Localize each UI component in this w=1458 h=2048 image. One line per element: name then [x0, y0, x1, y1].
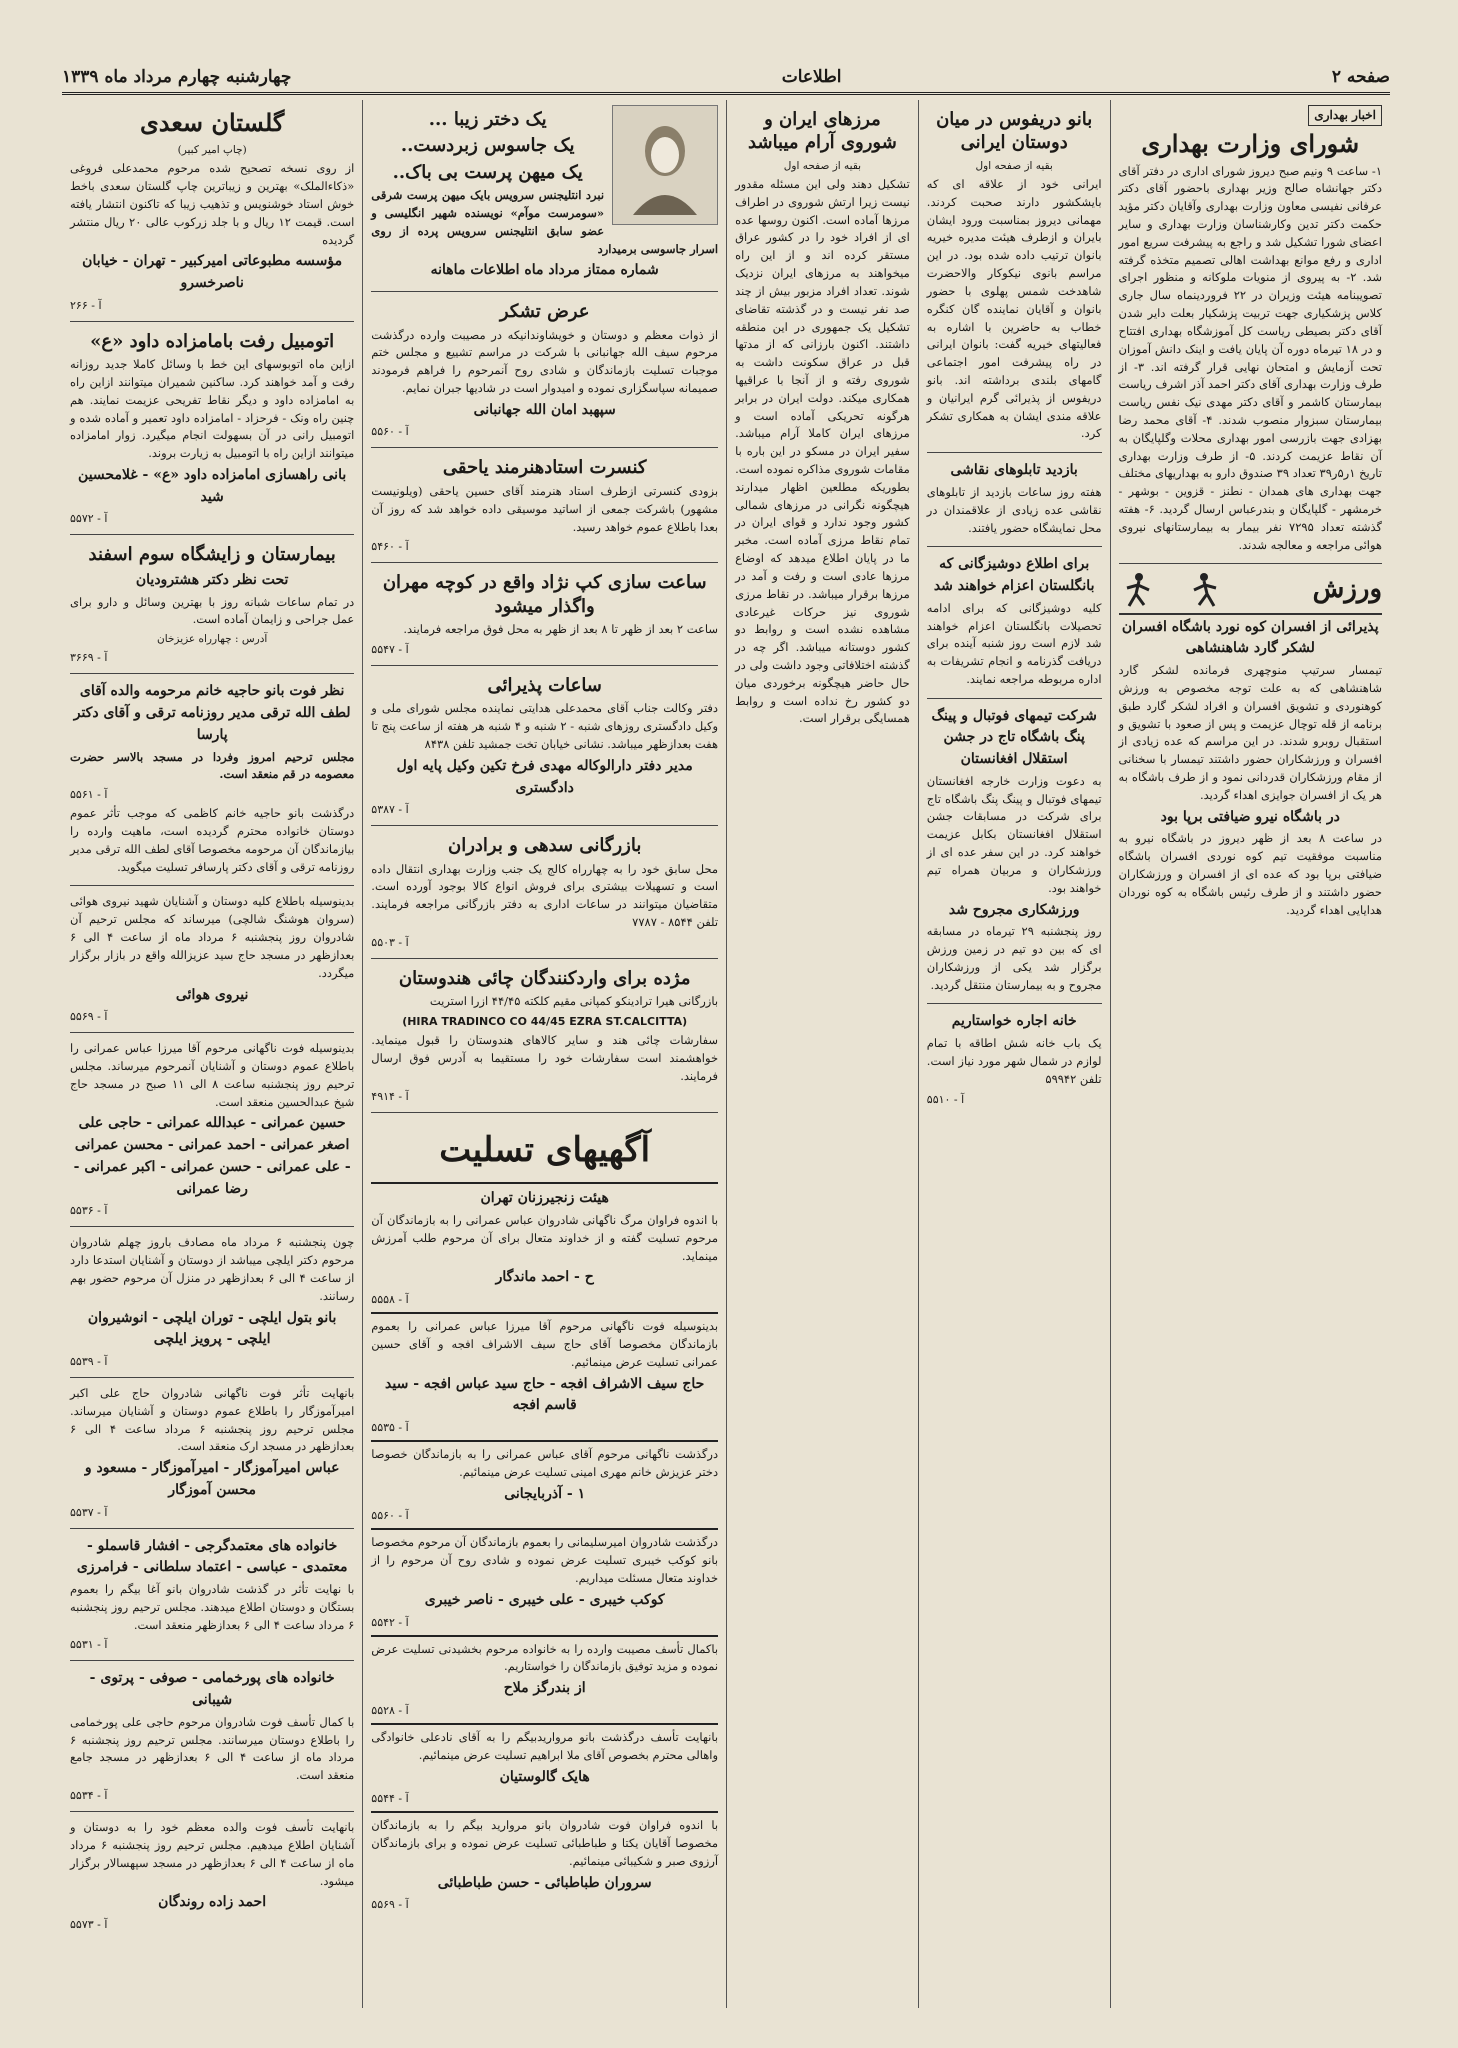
- n6-body: بانهایت تأثر فوت ناگهانی شادروان حاج علی اکبر امیرآموزگار را باطلاع عموم دوستان و آشنایان میرساند. مجلس ترحیم روز پنجشنبه ۶ مرداد ساعت ۴ الی ۶ بعدازظهر در مسجد ارک منعقد است.: [70, 1385, 355, 1454]
- c7-body: با اندوه فراوان فوت شادروان بانو مروارید بیگم را به بازماندگان مخصوصا آقایان یکتا و طباطبائی تسلیت عرض نموده و برای بازماندگان آرزوی صبر و شکیبائی مینمائیم.: [371, 1818, 719, 1868]
- sport-foot-body: در ساعت ۸ بعد از ظهر دیروز در باشگاه نیرو به مناسبت موفقیت تیم کوه نوردی افسران باشگاه ضیافتی برپا بود که عده ای از افسران و ورزشکاران حضور داشتند و از طرف رئیس باشگاه به کوه نوردان هدایایی اهداء گردید.: [1118, 831, 1382, 917]
- health-headline: شورای وزارت بهداری: [1141, 128, 1360, 158]
- golestan-body: از روی نسخه تصحیح شده مرحوم محمدعلی فروغی «ذکاءالملک» بهترین و زیباترین چاپ گلستان سعدی باخط خوش استاد خوشنویس و تذهیب زیبا که تاکنون انتشار یافته است. قیمت ۱۲ ریال و با جلد زرکوب عالی ۲۰ ریال منتشر گردیده: [70, 161, 355, 247]
- column-borders: [726, 100, 918, 2008]
- feature-footer: شماره ممتاز مرداد ماه اطلاعات ماهانه: [430, 262, 659, 279]
- health-kicker: اخبار بهداری: [1308, 105, 1382, 126]
- watch-title: ساعت سازی کپ نژاد واقع در کوچه مهران واگذار میشود: [382, 572, 707, 617]
- column-ads-center: [362, 100, 726, 2008]
- watch-ad: [371, 563, 718, 666]
- c4-body: درگذشت شادروان امیرسلیمانی را بعموم بازماندگان آن مرحوم مخصوصا بانو کوکب خیبری تسلیت عرض نموده و شادی روح آن مرحوم را از خداوند متعال مسئلت میداریم.: [371, 1535, 719, 1586]
- feature-headline-3: یک میهن پرست بی باک..: [392, 161, 583, 183]
- n3-body: بدینوسیله باطلاع کلیه دوستان و آشنایان شهید نیروی هوائی (سروان هوشنگ شالچی) میرساند که مجلس ترحیم آن شادروان روز پنجشنبه ۶ مرداد ماه از ساعت ۴ الی ۶ بعدازظهر در مسجد حاج سید عزیزالله واقع در بازار برگزار میگردد.: [70, 894, 355, 980]
- n7-title: خانواده های معتمدگرجی - افشار قاسملو - معتمدی - عباسی - اعتماد سلطانی - فرامرزی: [76, 1537, 348, 1576]
- columns: [62, 100, 1390, 2008]
- hospital-body: در تمام ساعات شبانه روز با بهترین وسائل و دارو برای عمل جراحی و زایمان آماده است.: [70, 594, 355, 627]
- c6-rule: [371, 1723, 718, 1725]
- concert-ad: [371, 448, 718, 563]
- concert-body: بزودی کنسرتی ازطرف استاد هنرمند آقای حسین یاحقی (ویلونیست مشهور) باشرکت جمعی از اساتید موسیقی داده خواهد شد که روز آن بعدا باطلاع عموم خواهد رسید.: [371, 483, 719, 534]
- bus-title: اتومبیل رفت بامامزاده داود «ع»: [90, 330, 335, 352]
- n8-code: آ - ۵۵۳۴: [70, 1789, 108, 1803]
- hospital-title: بیمارستان و زایشگاه سوم اسفند: [88, 544, 336, 566]
- tea-body-2: سفارشات چائی هند و سایر کالاهای هندوستان را قبول مینماید. خواهشمند است سفارشات خود را مستقیما به آدرس فوق ارسال فرمایند.: [371, 1033, 719, 1083]
- column-notices: [62, 100, 362, 2008]
- sport-body: تیمسار سرتیپ منوچهری فرمانده لشکر گارد شاهنشاهی که به علت توجه مخصوص به ورزش کوهنوردی و تشویق افسران و افراد لشکر گارد طبق برنامه از قله توچال عزیمت و پس از صعود با تشویق و استقبال روبرو شدند. در این مراسم که عده زیادی از افسران و ورزشکاران حضور داشتند تیمسار با سخنانی از مقام ورزشکاران قدردانی نمود و از طرف باشگاه به هر یک از افسران جوایزی اهداء گردید.: [1118, 663, 1382, 802]
- bazaar-body: محل سابق خود را به چهارراه کالج یک جنب وزارت بهداری انتقال داده است و تسهیلات بیشتری برای فروش انواع کالا بوجود آورده است. متقاضیان میتوانند در ساعات اداری به دفتر بازرگانی مراجعه فرمایند. تلفن ۸۵۴۴ - ۷۷۸۷: [371, 861, 719, 930]
- bus-code: آ - ۵۵۷۲: [70, 512, 108, 526]
- n3-code: آ - ۵۵۶۹: [70, 1010, 108, 1024]
- sport-title: ورزش: [1312, 574, 1382, 605]
- n2-body: درگذشت بانو حاجیه خانم کاظمی که موجب تأثر عموم دوستان خانواده محترم گردیده است، ماهیت وارده را بیازماندگان آن مرحومه مخصوصا آقای لطف الله ترقی مدیر روزنامه ترقی و آقای دکتر پارسافر تسلیت میگوید.: [70, 806, 355, 874]
- issue-date: چهارشنبه چهارم مرداد ماه ۱۳۳۹: [62, 67, 292, 87]
- thanks-code: آ - ۵۵۶۰: [371, 425, 409, 439]
- column-health-sport: [1110, 100, 1390, 2008]
- c7-rule: [371, 1811, 718, 1813]
- c2-code: آ - ۵۵۳۵: [371, 1421, 409, 1435]
- football-article: [927, 699, 1102, 1005]
- c4-code: آ - ۵۵۴۲: [371, 1615, 409, 1629]
- football-body: به دعوت وزارت خارجه افغانستان تیمهای فوتبال و پینگ پنگ باشگاه تاج برای شرکت در مسابقات جشن استقلال افغانستان بکابل عزیمت خواهند کرد. در این سفر عده ای از ورزشکاران و مربیان همراه تیم خواهند بود.: [926, 773, 1102, 895]
- c2-sign: حاج سیف الاشراف افجه - حاج سید عباس افجه - سید قاسم افجه: [385, 1375, 705, 1414]
- runners-icon: [1119, 570, 1229, 610]
- injured-title: ورزشکاری مجروح شد: [948, 901, 1080, 918]
- notice-7: [70, 1529, 354, 1662]
- tablo-title: بازدید تابلوهای نقاشی: [950, 462, 1078, 479]
- n5-sign: بانو بتول ایلچی - توران ایلچی - انوشیروان ایلچی - پرویز ایلچی: [87, 1309, 337, 1348]
- tea-body: بازرگانی هیرا ترادینکو کمپانی مقیم کلکته ۴۴/۴۵ ازرا استریت: [429, 994, 719, 1009]
- hospital-code: آ - ۳۶۶۹: [70, 651, 108, 665]
- reception-code: آ - ۵۳۸۷: [371, 803, 409, 817]
- watch-code: آ - ۵۵۴۷: [371, 642, 409, 656]
- sport-section: [1119, 564, 1382, 928]
- paper-name: اطلاعات: [781, 67, 842, 87]
- n9-sign: احمد زاده روندگان: [158, 1894, 267, 1911]
- tea-ad: [371, 959, 718, 1113]
- c5-sign: از بندرگز ملاح: [503, 1680, 586, 1697]
- notice-3: [70, 886, 354, 1033]
- tea-title: مژده برای واردکنندگان چائی هندوستان: [398, 967, 691, 989]
- borders-headline: مرزهای ایران و شوروی آرام میباشد: [748, 109, 897, 154]
- thanks-ad: [371, 292, 718, 448]
- condolence-section: [371, 1113, 718, 1921]
- hospital-ad: [70, 535, 354, 674]
- n6-code: آ - ۵۵۳۷: [70, 1505, 108, 1519]
- golestan-title: گلستان سعدی: [139, 108, 285, 137]
- football-title: شرکت تیمهای فوتبال و پینگ پنگ باشگاه تاج در جشن استقلال افغانستان: [931, 707, 1097, 768]
- sport-header: [1119, 569, 1382, 614]
- c6-code: آ - ۵۵۴۴: [371, 1792, 409, 1806]
- c3-sign: ۱ - آذربایجانی: [504, 1485, 586, 1502]
- n9-code: آ - ۵۵۷۳: [70, 1918, 108, 1932]
- reception-title: ساعات پذیرائی: [487, 675, 602, 696]
- bus-body: ازاین ماه اتوبوسهای این خط با وسائل کاملا جدید روزانه رفت و آمد خواهند کرد. ساکنین شمیران میتوانند ازاین راه به امامزاده داود و دیگر نقاط تفریحی عزیمت نمایند. هم چنین راه ونک - فرحزاد - امامزاده داود تعمیر و آماده شده و اتومبیل رانی در آن بسهولت انجام میگیرد. زوار امامزاده میتوانند ازاین راه با اتومبیل به زیارت بروند.: [70, 357, 355, 461]
- c1-code: آ - ۵۵۵۸: [371, 1293, 409, 1307]
- watch-body: ساعت ۲ بعد از ظهر تا ۸ بعد از ظهر به محل فوق مراجعه فرمایند.: [403, 622, 719, 637]
- tea-latin-address: (HIRA TRADINCO CO 44/45 EZRA ST.CALCITTA): [402, 1015, 688, 1029]
- n1-code: آ - ۵۵۶۱: [70, 788, 108, 802]
- tablo-body: هفته روز ساعات بازدید از تابلوهای نقاشی عده زیادی از علاقمندان در محل نمایشگاه حضور یافتند.: [926, 484, 1102, 535]
- c6-sign: هایک گالوستیان: [499, 1768, 590, 1785]
- bus-sign: بانی راهسازی امامزاده داود «ع» - غلامحسین شید: [78, 467, 347, 505]
- c4-sign: کوکب خیبری - علی خیبری - ناصر خیبری: [424, 1591, 665, 1608]
- column-dreyfus: [918, 100, 1110, 2008]
- tablo-article: [927, 453, 1102, 547]
- dreyfus-body: ایرانی خود از علاقه ای که بایشکشور دارند صحبت کردند. مهمانی دیروز بمناسبت ورود ایشان بایران و ازطرف هیئت مدیره خیریه بانوان ترتیب داده شده بود. در این مراسم بانوی نیکوکار والاحضرت شاهدخت شمس پهلوی با حضور بانوان و آقایان نماینده گان کنگره خطاب به حاضرین با اشاره به فعالیتهای خیریه گفت: بانوان ایرانی در راه پیشرفت امور اجتماعی گامهای بلندی برداشته اند. بانو دریفوس از پذیرائی گرم ایرانیان و علاقه مندی ایشان به همکاری تشکر کرد.: [926, 177, 1102, 441]
- condolence-rule: [371, 1182, 718, 1184]
- sport-subhead: پذیرائی از افسران کوه نورد باشگاه افسران لشکر گارد شاهنشاهی: [1121, 618, 1379, 657]
- travel-article: [927, 547, 1102, 698]
- c1-sign: ح - احمد ماندگار: [495, 1269, 594, 1286]
- feature-ad: [371, 100, 718, 292]
- n6-sign: عباس امیرآموزگار - امیرآموزگار - مسعود و محسن آموزگار: [84, 1460, 340, 1498]
- sport-foot-title: در باشگاه نیرو ضیافتی برپا بود: [1160, 808, 1340, 825]
- c6-body: بانهایت تأسف درگذشت بانو مرواریدبیگم را به آقای نادعلی خانوادگی واهالی محترم بخصوص آقای ملا ابراهیم تسلیت عرض مینمائیم.: [371, 1729, 719, 1762]
- hospital-sub: تحت نظر دکتر هشترودیان: [135, 571, 289, 588]
- condolence-title: آگهیهای تسلیت: [439, 1129, 651, 1170]
- c5-code: آ - ۵۵۲۸: [371, 1703, 409, 1717]
- health-news: [1119, 100, 1382, 564]
- n4-code: آ - ۵۵۳۶: [70, 1204, 108, 1218]
- c7-code: آ - ۵۵۶۹: [371, 1898, 409, 1912]
- woman-portrait-icon: [612, 105, 718, 225]
- borders-continued: بقیه از صفحه اول: [783, 159, 862, 172]
- golestan-sub: (چاپ امیر کبیر): [177, 144, 247, 156]
- feature-body: نبرد انتلیجنس سرویس بایک میهن پرست شرقی «سومرست موآم» نویسنده شهیر انگلیسی و عضو سابق انتلیجنس سرویس پرده از روی اسرار جاسوسی برمیدارد: [371, 188, 719, 256]
- dreyfus-headline: بانو دریفوس در میان دوستان ایرانی: [936, 109, 1093, 154]
- travel-body: کلیه دوشیزگانی که برای ادامه تحصیلات بانگلستان اعزام خواهند شد لازم است روز شنبه آینده برای دریافت گذرنامه و انجام تشریفات به اداره مربوطه مراجعه نمایند.: [926, 600, 1102, 686]
- n9-body: بانهایت تأسف فوت والده معظم خود را به دوستان و آشنایان اطلاع میدهیم. مجلس ترحیم روز پنجشنبه ۶ مرداد ماه از ساعت ۴ الی ۶ بعدازظهر در مسجد سپهسالار برگزار میشود.: [70, 1820, 355, 1888]
- thanks-sign: سپهبد امان الله جهانبانی: [473, 401, 616, 418]
- c3-body: درگذشت ناگهانی مرحوم آقای عباس عمرانی را به بازماندگان خصوصا دختر عزیزش خانم مهری امینی تسلیت عرض مینمائیم.: [371, 1447, 719, 1479]
- reception-body: دفتر وکالت جناب آقای محمدعلی هدایتی نماینده مجلس شورای ملی و وکیل دادگستری روزهای شنبه - ۲ شنبه و ۴ شنبه هر هفته از ساعت پنج تا هفت بعدازظهر میباشد. نشانی خیابان تخت جمشید تلفن ۸۴۳۸: [371, 701, 719, 752]
- travel-title: برای اطلاع دوشیزگانی که بانگلستان اعزام خواهند شد: [933, 556, 1095, 595]
- borders-article: [735, 100, 910, 737]
- thanks-body: از ذوات معظم و دوستان و خویشاوندانیکه در مصیبت وارده درگذشت مرحوم سیف الله جهانبانی با شرکت در مراسم تشییع و مجلس ختم موجبات تسلیت بازماندگان و شادی روح آنمرحوم را فراهم فرمودند صمیمانه سپاسگزاری نموده و امیدوار است در شادیها جبران نمایم.: [371, 327, 719, 395]
- notice-9: [70, 1812, 354, 1940]
- c7-sign: سروران طباطبائی - حسن طباطبائی: [437, 1874, 652, 1891]
- reception-sign: مدیر دفتر دارالوکاله مهدی فرخ تکین وکیل پایه اول دادگستری: [396, 757, 693, 796]
- n8-body: با کمال تأسف فوت شادروان مرحوم حاجی علی پورخمامی را باطلاع دوستان میرسانند. مجلس ترحیم روز پنجشنبه ۶ مرداد ماه از ساعت ۴ الی ۶ بعدازظهر در مسجد جامع منعقد است.: [70, 1714, 355, 1783]
- golestan-code: آ - ۲۶۶: [70, 298, 102, 312]
- n5-body: چون پنجشنبه ۶ مرداد ماه مصادف باروز چهلم شادروان مرحوم دکتر ایلچی میباشد از دوستان و آشنایان استدعا دارد از ساعت ۴ الی ۶ بعدازظهر در منزل آن مرحوم حضور بهم رسانند.: [70, 1235, 355, 1303]
- c3-rule: [371, 1440, 718, 1442]
- bus-ad: [70, 322, 354, 536]
- feature-headline-2: یک جاسوس زبردست..: [400, 135, 575, 157]
- c1-body: با اندوه فراوان مرگ ناگهانی شادروان عباس عمرانی را به بازماندگان آن مرحوم تسلیت گفته و از خداوند متعال برای آن مرحوم طلب آمرزش مینماید.: [371, 1213, 719, 1263]
- c4-rule: [371, 1528, 718, 1530]
- health-body: ۱- ساعت ۹ ونیم صبح دیروز شورای اداری در دفتر آقای دکتر جهانشاه صالح وزیر بهداری باحضور آقای دکتر عرفانی نفیسی معاون وزارت بهداری وآقایان دکتر مؤید حکمت دکتر تدین وکارشناسان وزارت بهداری و سایر اعضای شورا تشکیل شد و راجع به پیشرفت سریع امور اداری و رفع موانع بهداشت اهالی تصمیم متخذه گرفته شد. ۲- به پیروی از منویات ملوکانه و منظور اجرای تصویبنامه هیئت وزیران در ۲۲ فروردینماه سال جاری کلاس پزشکیاری جهت تربیت پزشکیار بعلت دایر شدن آقای دکتر بصیطی ریاست کل آموزشگاه بهداری افتتاح و در ۱۸ تیرماه دوره آن پایان یافت و اینک دانش آموزان تحت آزمایش و امتحان نهایی قرار گرفته اند. ۳- از طرف وزارت بهداری آقای دکتر احمد آذر اشرف ریاست بیمارستان کاشمر و آقای دکتر مهدی نیک نفس ریاست بیمارستان سبزوار منصوب شدند. ۴- آقای محمد رضا بهزادی جهت بازرسی امور بهداری محلات وگلپایگان به آن نقاط عزیمت کردند. ۵- از طرف وزارت بهداری تاریخ ۱ر۵ر۳۹ تعداد ۳۹ صندوق دارو به بهداریهای مختلف جهت بهداری های همدان - نطنز - قزوین - بوشهر - خرمشهر - گلپایگان و بندرعباس ارسال گردید. ۶- هفته گذشته تعداد ۷۲۹۵ نفر بیمار به بیمارستانهای نیروی هوائی مراجعه و معالجه شدند.: [1118, 163, 1383, 552]
- c5-rule: [371, 1635, 718, 1637]
- golestan-ad: [70, 100, 354, 322]
- concert-title: کنسرت استادهنرمند یاحقی: [442, 457, 647, 479]
- c3-code: آ - ۵۵۶۰: [371, 1509, 409, 1523]
- rent-body: یک باب خانه شش اطاقه با تمام لوازم در شمال شهر مورد نیاز است. تلفن ۵۹۹۴۲: [926, 1036, 1102, 1086]
- n1-body: مجلس ترحیم امروز وفردا در مسجد بالاسر حضرت معصومه در قم منعقد است.: [70, 749, 355, 782]
- n4-sign: حسین عمرانی - عبدالله عمرانی - حاجی علی اصغر عمرانی - احمد عمرانی - محسن عمرانی - علی عمرانی - حسن عمرانی - اکبر عمرانی - رضا عمرانی: [73, 1115, 351, 1197]
- notice-1: [70, 674, 354, 886]
- bazaar-code: آ - ۵۵۰۳: [371, 935, 409, 949]
- reception-ad: [371, 666, 718, 826]
- n3-sign: نیروی هوائی: [175, 986, 249, 1003]
- notice-6: [70, 1378, 354, 1529]
- n7-code: آ - ۵۵۳۱: [70, 1638, 108, 1652]
- c5-body: باکمال تأسف مصیبت وارده را به خانواده مرحوم بخشیدنی تسلیت عرض نموده و مزید توفیق بازماندگان را خواستاریم.: [371, 1641, 719, 1674]
- c2-rule: [371, 1312, 718, 1314]
- n4-body: بدینوسیله فوت ناگهانی مرحوم آقا میرزا عباس عمرانی را باطلاع عموم دوستان و آشنایان آنمرحوم میرساند. مجلس ترحیم روز پنجشنبه ساعت ۸ الی ۱۱ صبح در مسجد حاج شیخ عبدالحسین منعقد است.: [70, 1041, 355, 1109]
- n5-code: آ - ۵۵۳۹: [70, 1354, 108, 1368]
- bazaar-title: بازرگانی سدهی و برادران: [448, 835, 642, 857]
- notice-5: [70, 1227, 354, 1378]
- n1-title: نظر فوت بانو حاجیه خانم مرحومه والده آقای لطف الله ترقی مدیر روزنامه ترقی و آقای دکتر پارسا: [73, 683, 351, 743]
- c1-org: هیئت زنجیرزنان تهران: [480, 1190, 609, 1207]
- bazaar-ad: [371, 826, 718, 959]
- notice-8: [70, 1661, 354, 1812]
- c2-body: بدینوسیله فوت ناگهانی مرحوم آقا میرزا عباس عمرانی را بعموم بازماندگان مخصوصا آقای حاج سیف الاشراف افجه و آقای حسین عمرانی تسلیت عرض مینمائیم.: [371, 1319, 719, 1369]
- thanks-title: عرض تشکر: [499, 301, 590, 323]
- n8-title: خانواده های پورخمامی - صوفی - پرتوی - شیبانی: [89, 1670, 335, 1709]
- dreyfus-continued: بقیه از صفحه اول: [975, 159, 1053, 172]
- concert-code: آ - ۵۴۶۰: [371, 540, 409, 554]
- hospital-address: آدرس : چهارراه عزیزخان: [157, 633, 268, 646]
- page-number: صفحه ۲: [1331, 67, 1390, 87]
- notice-4: [70, 1033, 354, 1227]
- injured-body: روز پنجشنبه ۲۹ تیرماه در مسابقه ای که بین دو تیم در زمین ورزش برگزار شد یکی از ورزشکاران مجروح و به بیمارستان منتقل گردید.: [926, 924, 1102, 992]
- rent-title: خانه اجاره خواستاریم: [951, 1013, 1077, 1030]
- borders-body: تشکیل دهند ولی این مسئله مقدور نیست زیرا ارتش شوروی در اطراف مرزها آماده است. اکنون روسها عده ای از افراد خود را در کشور عراق مستقر کرده اند و از این راه میخواهند به مرزهای ایران نزدیک شوند. تعداد افراد مزبور بیش از چند صد نفر نیست و در گذشته تقاضای تشکیل یک جمهوری در این منطقه داشتند. اکنون بارزانی که از مدتها قبل در عراق سکونت داشت به شوروی رفته و از آنجا با عراقیها همکاری میکند. دولت ایران در برابر هرگونه تحریکی آماده است و مرزهای ایران کاملا آرام میباشد. سفیر ایران در مسکو در این باره با مقامات شوروی مذاکره نموده است. بطوریکه مطلعین اظهار میدارند هیچگونه نگرانی در مرزهای شمالی کشور وجود ندارد و قوای ایران در تمام نقاط مرزی آماده است. مخبر ما در پایان اطلاع میدهد که اوضاع مرزها عادی است و رفت و آمد در مرزها برقرار میباشد. در نقاط مرزی شوروی نیز حرکات غیرعادی مشاهده نشده است و روابط دو کشور دوستانه میباشد. اگر چه در گذشته اختلافاتی وجود داشت ولی در حال حاضر هیچگونه برخوردی میان دو کشور رخ نداده است و روابط همسایگی برقرار است.: [735, 177, 910, 726]
- rent-code: آ - ۵۵۱۰: [926, 1092, 965, 1106]
- dreyfus-article: [927, 100, 1102, 453]
- tea-code: آ - ۴۹۱۴: [371, 1089, 409, 1103]
- golestan-publisher: مؤسسه مطبوعاتی امیرکبیر - تهران - خیابان ناصرخسرو: [82, 253, 343, 292]
- n7-body: با نهایت تأثر در گذشت شادروان بانو آغا بیگم را بعموم بستگان و دوستان اطلاع میدهند. مجلس ترحیم روز پنجشنبه ۶ مرداد ساعت ۴ الی ۶ بعدازظهر منعقد است.: [70, 1582, 355, 1632]
- masthead: [62, 62, 1390, 95]
- rent-ad: [927, 1004, 1102, 1114]
- feature-headline-1: یک دختر زیبا ...: [428, 109, 547, 130]
